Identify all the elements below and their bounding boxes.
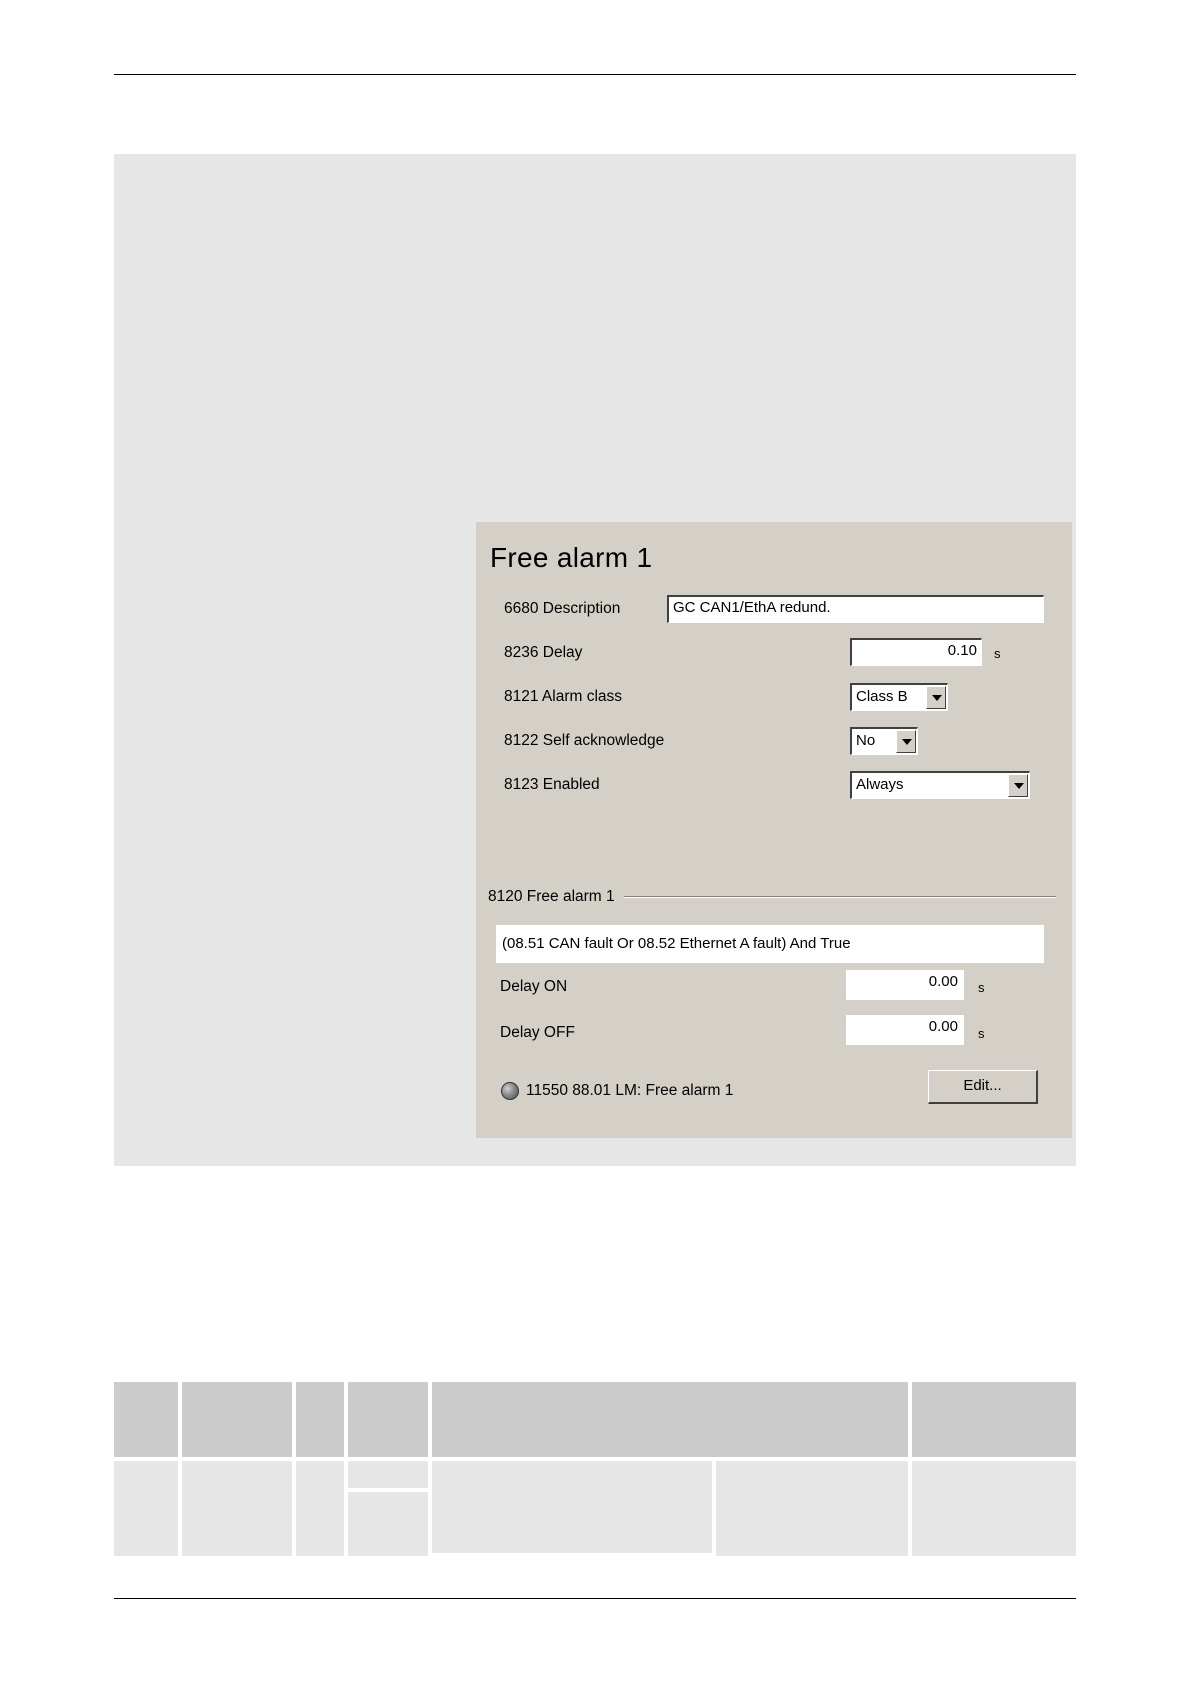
- table-header-cell: [296, 1382, 344, 1457]
- bottom-rule: [114, 1598, 1076, 1599]
- enabled-value: Always: [856, 776, 904, 793]
- delay-off-label: Delay OFF: [500, 1024, 575, 1041]
- table-header-cell: [348, 1382, 428, 1457]
- table-cell: [114, 1461, 178, 1556]
- table-cell: [716, 1461, 908, 1556]
- table-cell: [912, 1461, 1076, 1556]
- delay-off-unit: s: [978, 1026, 985, 1041]
- edit-button[interactable]: Edit...: [928, 1070, 1038, 1104]
- table-cell: [348, 1492, 428, 1556]
- top-rule: [114, 74, 1076, 75]
- chevron-down-icon[interactable]: [926, 686, 946, 709]
- table-cell: [348, 1461, 428, 1488]
- delay-input[interactable]: 0.10: [850, 638, 982, 666]
- description-input[interactable]: GC CAN1/EthA redund.: [667, 595, 1044, 623]
- table-cell: [432, 1461, 712, 1553]
- self-acknowledge-select[interactable]: [850, 727, 918, 755]
- alarm-class-value: Class B: [856, 688, 908, 705]
- table-header-cell: [182, 1382, 292, 1457]
- table-cell: [296, 1461, 344, 1556]
- expression-field[interactable]: (08.51 CAN fault Or 08.52 Ethernet A fault) And True: [496, 925, 1044, 963]
- group-label: 8120 Free alarm 1: [488, 888, 615, 905]
- self-acknowledge-value: No: [856, 732, 876, 749]
- delay-off-input[interactable]: 0.00: [846, 1015, 964, 1045]
- chevron-down-icon[interactable]: [1008, 774, 1028, 797]
- description-label: 6680 Description: [504, 600, 621, 617]
- panel-title: Free alarm 1: [490, 542, 653, 573]
- table-header-cell: [432, 1382, 908, 1457]
- enabled-label: 8123 Enabled: [504, 776, 600, 793]
- enabled-select[interactable]: [850, 771, 1030, 799]
- table-header-cell: [912, 1382, 1076, 1457]
- delay-on-label: Delay ON: [500, 978, 568, 995]
- status-led-icon: [501, 1082, 519, 1100]
- self-acknowledge-label: 8122 Self acknowledge: [504, 732, 665, 749]
- alarm-class-label: 8121 Alarm class: [504, 688, 623, 705]
- group-divider: [624, 896, 1056, 898]
- chevron-down-icon[interactable]: [896, 730, 916, 753]
- status-text: 11550 88.01 LM: Free alarm 1: [526, 1082, 734, 1099]
- table-cell: [182, 1461, 292, 1556]
- delay-on-unit: s: [978, 980, 985, 995]
- free-alarm-panel: [476, 522, 1072, 1138]
- delay-on-input[interactable]: 0.00: [846, 970, 964, 1000]
- delay-label: 8236 Delay: [504, 644, 583, 661]
- alarm-class-select[interactable]: [850, 683, 948, 711]
- table-header-cell: [114, 1382, 178, 1457]
- delay-unit: s: [994, 646, 1001, 661]
